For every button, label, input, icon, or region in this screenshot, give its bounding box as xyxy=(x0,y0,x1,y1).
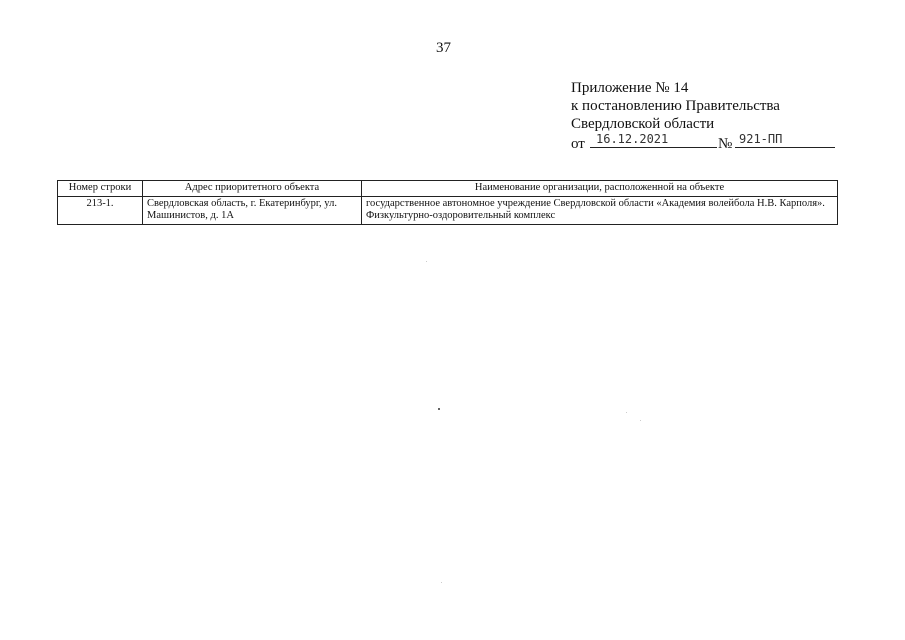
appendix-region: Свердловской области xyxy=(571,116,715,132)
scan-speck xyxy=(426,261,427,262)
appendix-title: Приложение № 14 xyxy=(571,80,689,96)
scan-speck xyxy=(626,412,627,413)
resolution-number: 921-ПП xyxy=(735,133,835,148)
header-row-number: Номер строки xyxy=(58,181,143,197)
scan-speck xyxy=(441,582,442,583)
scan-speck xyxy=(438,408,440,410)
from-label: от xyxy=(571,136,585,152)
cell-row-number: 213-1. xyxy=(58,196,143,224)
table-row xyxy=(58,196,838,224)
header-organization: Наименование организации, расположенной на объекте xyxy=(362,181,838,197)
page-number: 37 xyxy=(436,40,451,56)
scan-speck xyxy=(640,420,641,421)
priority-objects-table xyxy=(57,180,838,225)
appendix-date-number-line xyxy=(571,133,841,153)
number-label: № xyxy=(718,136,733,152)
table-header-row xyxy=(58,181,838,197)
cell-address: Свердловская область, г. Екатеринбург, ул. Машинистов, д. 1А xyxy=(143,196,362,224)
resolution-date: 16.12.2021 xyxy=(590,133,717,148)
cell-organization: государственное автономное учреждение Свердловской области «Академия волейбола Н.В. Карполя». Физкультурно-оздоровительный комплекс xyxy=(362,196,838,224)
appendix-header xyxy=(571,79,841,153)
header-address: Адрес приоритетного объекта xyxy=(143,181,362,197)
appendix-resolution: к постановлению Правительства xyxy=(571,98,780,114)
